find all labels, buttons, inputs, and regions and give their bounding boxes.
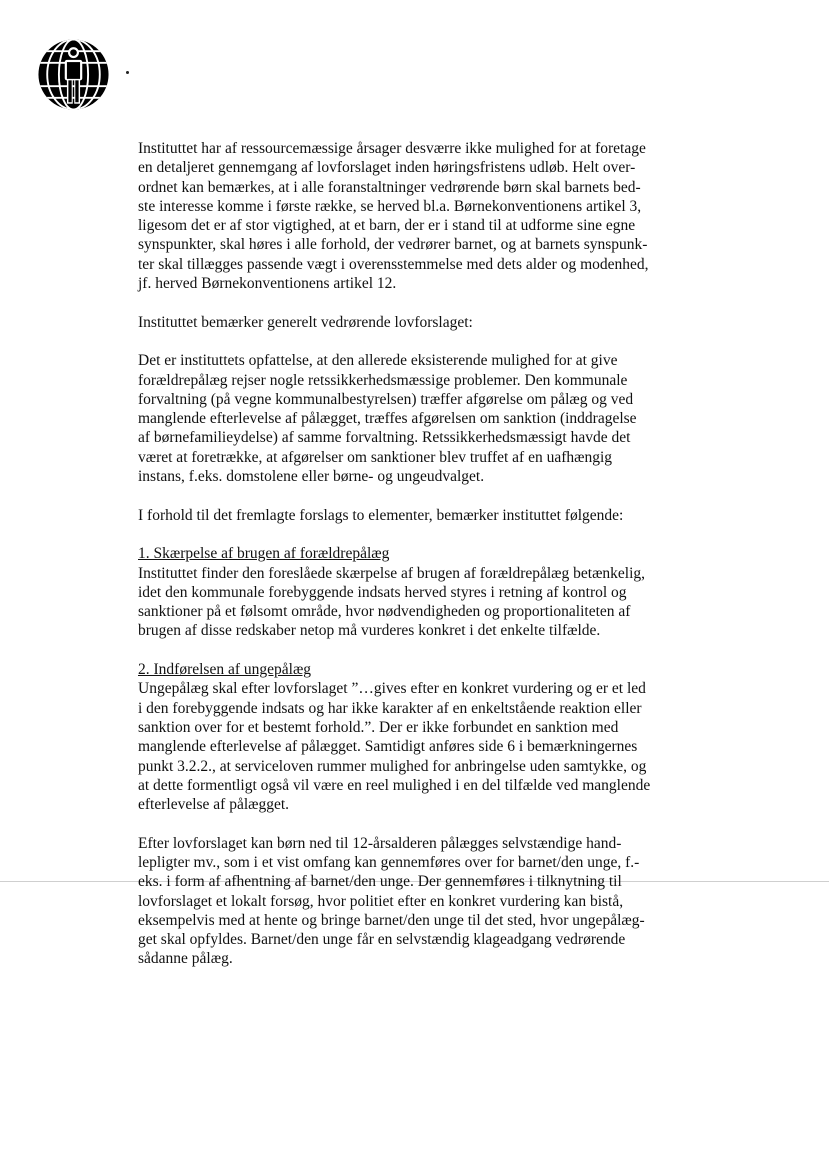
section-heading: 2. Indførelsen af ungepålæg xyxy=(138,661,312,679)
section-heading: 1. Skærpelse af brugen af forældrepålæg xyxy=(138,545,390,563)
paragraph xyxy=(138,544,698,640)
text-line: i den forebyggende indsats og har ikke karakter af en enkeltstående reaktion eller xyxy=(138,699,642,717)
text-line: manglende efterlevelse af pålægget. Samtidigt anføres side 6 i bemærkningernes xyxy=(138,738,638,756)
text-line: Instituttet har af ressourcemæssige årsager desværre ikke mulighed for at foretage xyxy=(138,140,646,157)
text-line: idet den kommunale forebyggende indsats herved styres i retning af kontrol og xyxy=(138,583,627,601)
text-line: Instituttet finder den foreslåede skærpelse af brugen af forældrepålæg betænkelig, xyxy=(138,564,646,582)
text-line: manglende efterlevelse af pålægget, træffes afgørelsen om sanktion (inddragelse xyxy=(138,410,637,428)
paragraph xyxy=(138,506,698,525)
text-line: efterlevelse af pålægget. xyxy=(138,796,290,814)
paragraph-gap xyxy=(138,293,698,312)
text-line: forvaltning (på vegne kommunalbestyrelsen) træffer afgørelse om pålæg og ved xyxy=(138,390,634,408)
paragraph xyxy=(138,313,698,332)
text-line: get skal opfyldes. Barnet/den unge får en selvstændig klageadgang vedrørende xyxy=(138,931,626,949)
paragraph-gap xyxy=(138,525,698,544)
text-line: instans, f.eks. domstolene eller børne- og ungeudvalget. xyxy=(138,468,485,486)
text-line: eks. i form af afhentning af barnet/den unge. Der gennemføres i tilknytning til xyxy=(138,873,622,891)
text-line: brugen af disse redskaber netop må vurderes konkret i det enkelte tilfælde. xyxy=(138,622,601,640)
text-line: ligesom det er af stor vigtighed, at et barn, der er i stand til at udforme sine egne xyxy=(138,217,636,235)
globe-figure-logo-icon xyxy=(37,38,110,111)
paragraph xyxy=(138,139,698,293)
paragraph xyxy=(138,834,698,969)
text-line: Efter lovforslaget kan børn ned til 12-årsalderen pålægges selvstændige hand- xyxy=(138,834,622,852)
text-line: synspunkter, skal høres i alle forhold, der vedrører barnet, og at barnets synspunk- xyxy=(138,236,648,254)
text-line: lovforslaget et lokalt forsøg, hvor politiet efter en konkret vurdering kan bistå, xyxy=(138,892,624,910)
paragraph-gap xyxy=(138,332,698,351)
letter-body xyxy=(138,139,698,969)
text-line: Ungepålæg skal efter lovforslaget ”…gives efter en konkret vurdering og er et led xyxy=(138,680,646,698)
text-line: lepligter mv., som i et vist omfang kan gennemføres over for barnet/den unge, f.- xyxy=(138,853,640,871)
text-line: sanktioner på et følsomt område, hvor nødvendigheden og proportionaliteten af xyxy=(138,603,631,621)
text-line: forældrepålæg rejser nogle retssikkerhedsmæssige problemer. Den kommunale xyxy=(138,371,628,389)
paragraph-gap xyxy=(138,814,698,833)
text-line: været at foretrække, at afgørelser om sanktioner blev truffet af en uafhængig xyxy=(138,448,613,466)
text-line: Instituttet bemærker generelt vedrørende lovforslaget: xyxy=(138,313,473,331)
text-line: af børnefamilieydelse) af samme forvaltning. Retssikkerhedsmæssigt havde det xyxy=(138,429,631,447)
text-line: punkt 3.2.2., at serviceloven rummer mulighed for anbringelse uden samtykke, og xyxy=(138,757,647,775)
paragraph xyxy=(138,351,698,486)
text-line: ter skal tillægges passende vægt i overensstemmelse med dets alder og modenhed, xyxy=(138,255,649,273)
text-line: Det er instituttets opfattelse, at den allerede eksisterende mulighed for at give xyxy=(138,352,618,370)
paragraph xyxy=(138,660,698,814)
text-line: ordnet kan bemærkes, at i alle foranstaltninger vedrørende børn skal barnets bed- xyxy=(138,178,641,196)
text-line: en detaljeret gennemgang af lovforslaget inden høringsfristens udløb. Helt over- xyxy=(138,159,636,177)
scan-speck xyxy=(126,71,129,74)
text-line: eksempelvis med at hente og bringe barnet/den unge til det sted, hvor ungepålæg- xyxy=(138,911,645,929)
text-line: jf. herved Børnekonventionens artikel 12. xyxy=(138,275,397,293)
text-line: sanktion over for et bestemt forhold.”. Der er ikke forbundet en sanktion med xyxy=(138,718,619,736)
text-line: I forhold til det fremlagte forslags to elementer, bemærker instituttet følgende: xyxy=(138,506,624,524)
text-line: sådanne pålæg. xyxy=(138,950,233,968)
paragraph-gap xyxy=(138,641,698,660)
text-line: at dette formentligt også vil være en reel mulighed i en del tilfælde ved manglende xyxy=(138,776,651,794)
text-line: ste interesse komme i første række, se herved bl.a. Børnekonventionens artikel 3, xyxy=(138,197,642,215)
paragraph-gap xyxy=(138,486,698,505)
